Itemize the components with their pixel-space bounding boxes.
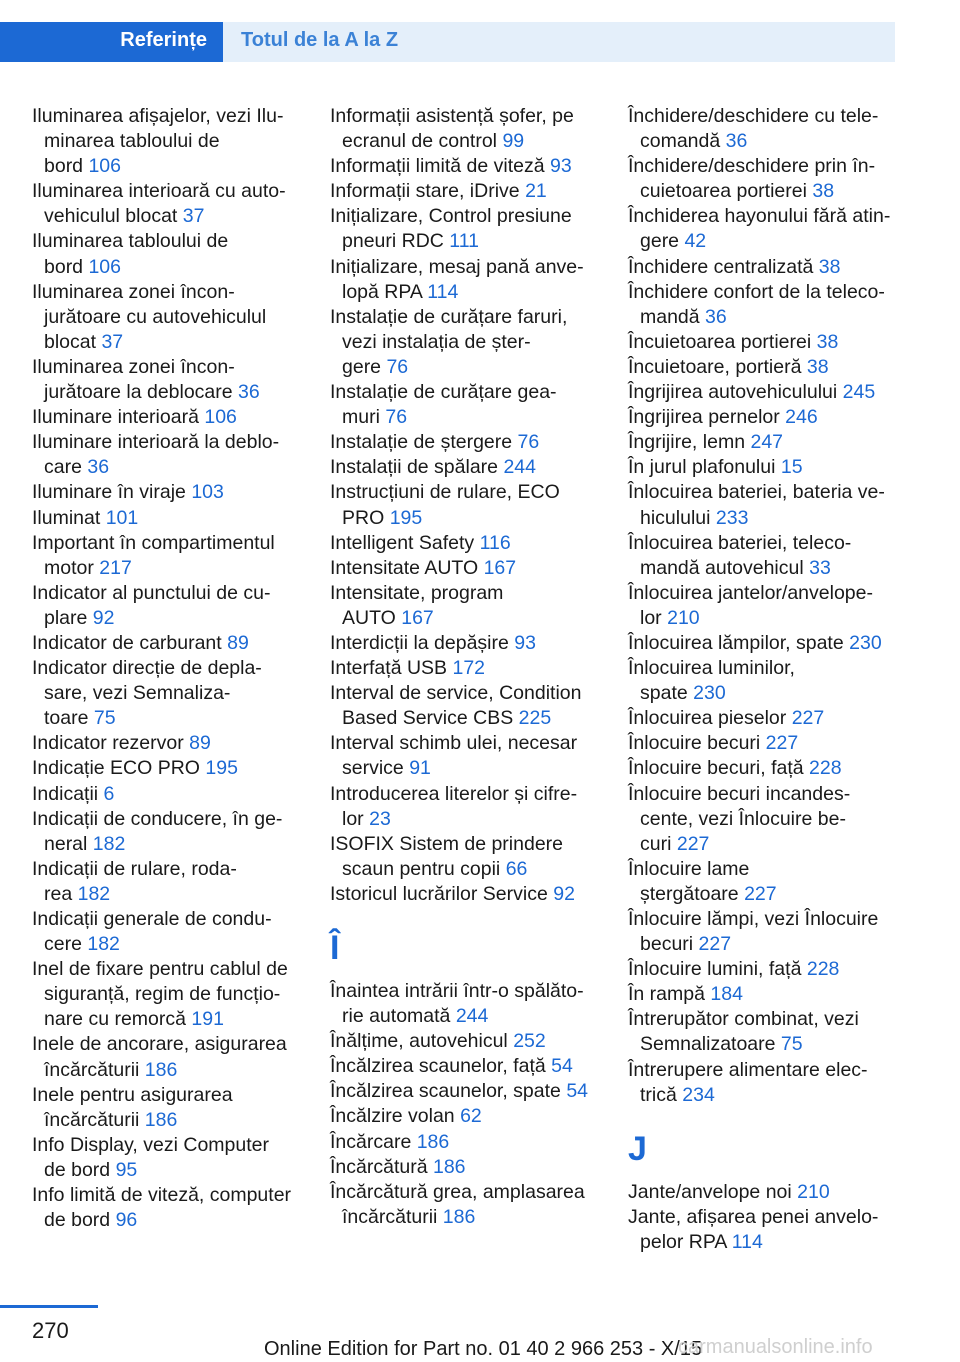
- index-entry: [32, 782, 302, 807]
- page-reference-link[interactable]: 37: [101, 330, 124, 353]
- index-entry-text: Iluminarea zonei încon- jurătoare cu autovehiculul blocat: [32, 280, 267, 353]
- page-reference-link[interactable]: 36: [87, 456, 110, 479]
- page-reference-link[interactable]: 6: [103, 782, 115, 805]
- page-reference-link[interactable]: 76: [517, 431, 540, 454]
- index-entry-text: Înlocuirea lămpilor, spate: [628, 631, 850, 654]
- index-entry-text: Îngrijirea pernelor: [628, 406, 786, 429]
- page-reference-link[interactable]: 186: [442, 1205, 476, 1228]
- index-entry: [32, 229, 302, 279]
- index-column-3: [628, 104, 898, 1255]
- index-entry: [628, 104, 898, 154]
- page-reference-link[interactable]: 227: [765, 732, 799, 755]
- index-entry: [628, 280, 898, 330]
- index-entry: [628, 581, 898, 631]
- index-entry-text: Iluminarea tabloului de bord: [32, 230, 229, 278]
- index-entry: [32, 430, 302, 480]
- index-entry-text: Închiderea hayonului fără atin- gere: [628, 205, 891, 253]
- index-entry-text: Iluminare interioară la deblo- care: [32, 431, 280, 479]
- index-entry-text: Înaintea intrării într-o spălăto- rie automată: [330, 980, 584, 1028]
- page-reference-link[interactable]: 244: [455, 1005, 489, 1028]
- index-entry: [32, 731, 302, 756]
- index-entry: [32, 957, 302, 1032]
- index-entry: [330, 556, 600, 581]
- page-reference-link[interactable]: 54: [551, 1055, 573, 1078]
- index-entry: [32, 756, 302, 781]
- index-entry: [628, 706, 898, 731]
- watermark: carmanualsonline.info: [678, 1336, 873, 1358]
- index-entry: [32, 506, 302, 531]
- index-entry-text: Inițializare, Control presiune pneuri RDC: [330, 205, 572, 253]
- index-entry-text: Jante/anvelope noi: [628, 1180, 798, 1203]
- index-entry-text: Închidere confort de la teleco- mandă: [628, 280, 885, 328]
- index-entry: [330, 480, 600, 530]
- page-reference-link[interactable]: 66: [505, 857, 528, 880]
- page-reference-link[interactable]: 38: [816, 330, 839, 353]
- index-entry: [330, 430, 600, 455]
- page-reference-link[interactable]: 23: [369, 807, 391, 830]
- index-entry: [330, 1130, 600, 1155]
- index-entry: [330, 531, 600, 556]
- index-entry-text: Info limită de viteză, computer de bord: [32, 1184, 292, 1232]
- page-reference-link[interactable]: 106: [88, 255, 121, 278]
- page-reference-link[interactable]: 62: [460, 1105, 482, 1128]
- index-entry: [628, 631, 898, 656]
- index-entry-text: Înlocuire lame ștergătoare: [628, 857, 750, 905]
- page-reference-link[interactable]: 91: [409, 757, 431, 780]
- index-entry-text: Întrerupător combinat, vezi Semnalizatoare: [628, 1008, 859, 1056]
- index-entry: [628, 380, 898, 405]
- index-entry-text: Încuietoarea portierei: [628, 330, 817, 353]
- page-reference-link[interactable]: 244: [503, 456, 536, 479]
- index-entry: [628, 782, 898, 857]
- section-tab: [0, 22, 223, 62]
- subsection-tab: [223, 22, 895, 62]
- index-entry-text: Inele pentru asigurarea încărcăturii: [32, 1083, 233, 1131]
- index-entry-text: Instalație de ștergere: [330, 431, 518, 454]
- index-entry-text: Iluminarea afișajelor, vezi Ilu- minarea tabloului de bord: [32, 105, 284, 178]
- index-letter-heading: J: [628, 1129, 647, 1168]
- index-entry-text: Jante, afișarea penei anvelo- pelor RPA: [628, 1205, 879, 1253]
- index-entry-text: Iluminat: [32, 506, 106, 529]
- index-entry: [628, 355, 898, 380]
- index-entry-text: Instalație de curățare gea- muri: [330, 381, 557, 429]
- index-entry-text: Indicații: [32, 782, 104, 805]
- index-entry: [32, 104, 302, 179]
- page-reference-link[interactable]: 38: [806, 355, 829, 378]
- index-entry: [32, 355, 302, 405]
- page-reference-link[interactable]: 182: [87, 933, 120, 956]
- section-title: Referințe: [120, 29, 207, 51]
- index-entry: [330, 631, 600, 656]
- index-entry: [32, 656, 302, 731]
- index-entry: [32, 480, 302, 505]
- index-entry-text: Indicator rezervor: [32, 732, 190, 755]
- page-reference-link[interactable]: 103: [191, 481, 224, 504]
- page-reference-link[interactable]: 89: [227, 631, 249, 654]
- page-reference-link[interactable]: 111: [449, 230, 479, 253]
- page-reference-link[interactable]: 95: [115, 1158, 138, 1181]
- page-reference-link[interactable]: 33: [809, 556, 831, 579]
- index-entry: [330, 1155, 600, 1180]
- index-entry-text: Înlocuirea jantelor/anvelope- lor: [628, 581, 873, 629]
- page-reference-link[interactable]: 93: [550, 155, 572, 178]
- page-reference-link[interactable]: 217: [99, 556, 132, 579]
- index-entry: [628, 255, 898, 280]
- index-entry-text: Indicator direcție de depla- sare, vezi Semnaliza- toare: [32, 657, 262, 730]
- page-reference-link[interactable]: 230: [849, 631, 882, 654]
- page-header: [0, 0, 960, 62]
- index-entry-text: Înlocuirea bateriei, teleco- mandă autovehicul: [628, 531, 852, 579]
- page-reference-link[interactable]: 37: [182, 205, 205, 228]
- index-entry-text: ISOFIX Sistem de prindere scaun pentru copii: [330, 832, 564, 880]
- index-entry-text: Indicații de rulare, roda- rea: [32, 857, 237, 905]
- index-entry: [628, 204, 898, 254]
- page-reference-link[interactable]: 167: [483, 556, 517, 579]
- index-entry-text: Înlocuirea bateriei, bateria ve- hiculului: [628, 481, 885, 529]
- index-entry-text: În rampă: [628, 983, 711, 1006]
- index-entry-text: Indicații generale de condu- cere: [32, 908, 272, 956]
- page-reference-link[interactable]: 36: [238, 381, 260, 404]
- index-entry: [628, 1205, 898, 1255]
- page-reference-link[interactable]: 92: [92, 606, 115, 629]
- index-entry: [330, 1079, 600, 1104]
- index-entry: [628, 731, 898, 756]
- index-entry: [32, 807, 302, 857]
- index-entry: [330, 305, 600, 380]
- index-entry-text: Încălzirea scaunelor, față: [330, 1055, 552, 1078]
- subsection-title: Totul de la A la Z: [241, 29, 399, 51]
- index-entry: [330, 104, 600, 154]
- index-entry-text: Instalație de curățare faruri, vezi instalația de șter- gere: [330, 305, 568, 378]
- page-reference-link[interactable]: 21: [525, 180, 547, 203]
- page-reference-link[interactable]: 36: [725, 130, 748, 153]
- page-reference-link[interactable]: 230: [693, 682, 726, 705]
- page-reference-link[interactable]: 75: [93, 707, 116, 730]
- page-reference-link[interactable]: 233: [715, 506, 749, 529]
- index-entry-text: Îngrijire, lemn: [628, 431, 751, 454]
- index-entry-text: Indicație ECO PRO: [32, 757, 206, 780]
- index-entry-text: Introducerea literelor și cifre- lor: [330, 782, 578, 830]
- page-reference-link[interactable]: 186: [432, 1155, 466, 1178]
- page-reference-link[interactable]: 195: [389, 506, 423, 529]
- page-reference-link[interactable]: 182: [77, 882, 111, 905]
- page-reference-link[interactable]: 36: [705, 305, 727, 328]
- index-entry: [330, 782, 600, 832]
- index-entry-text: Încălzirea scaunelor, spate: [330, 1080, 567, 1103]
- page-reference-link[interactable]: 93: [514, 631, 536, 654]
- index-entry-text: Iluminarea interioară cu auto- vehiculul blocat: [32, 180, 286, 228]
- page-reference-link[interactable]: 54: [566, 1080, 589, 1103]
- index-entry: [330, 179, 600, 204]
- index-entry: [628, 430, 898, 455]
- index-entry: [628, 330, 898, 355]
- index-entry-text: Indicator al punctului de cu- plare: [32, 581, 271, 629]
- index-entry-text: Interval schimb ulei, necesar service: [330, 732, 578, 780]
- index-entry: [330, 255, 600, 305]
- page-reference-link[interactable]: 227: [744, 882, 777, 905]
- index-entry-text: Indicații de conducere, în ge- neral: [32, 807, 283, 855]
- index-entry: [628, 656, 898, 706]
- index-letter-heading: Î: [330, 929, 340, 967]
- index-entry: [628, 1180, 898, 1205]
- index-entry: [628, 154, 898, 204]
- page-reference-link[interactable]: 42: [684, 230, 707, 253]
- index-entry-text: Înlocuire lămpi, vezi Înlocuire becuri: [628, 908, 879, 956]
- index-entry: [628, 982, 898, 1007]
- index-entry: [628, 1058, 898, 1108]
- page-reference-link[interactable]: 76: [386, 355, 409, 378]
- index-entry: [330, 1104, 600, 1129]
- page-reference-link[interactable]: 172: [452, 657, 486, 680]
- index-entry: [628, 1007, 898, 1057]
- page-reference-link[interactable]: 92: [553, 882, 575, 905]
- index-entry: [330, 979, 600, 1029]
- index-entry-text: Informații limită de viteză: [330, 155, 550, 178]
- index-entry: [628, 857, 898, 907]
- index-entry-text: Încărcătură: [330, 1155, 433, 1178]
- index-entry-text: Iluminare în viraje: [32, 481, 192, 504]
- index-entry-text: Instalații de spălare: [330, 456, 504, 479]
- page-reference-link[interactable]: 186: [144, 1058, 178, 1081]
- index-entry-text: Încălzire volan: [330, 1105, 461, 1128]
- index-entry: [628, 455, 898, 480]
- index-entry: [628, 480, 898, 530]
- index-entry-text: Interfață USB: [330, 657, 453, 680]
- edition-text: Online Edition for Part no. 01 40 2 966 253 - X/15: [264, 1338, 703, 1360]
- index-entry: [32, 581, 302, 631]
- index-entry-text: Înlocuire lumini, față: [628, 958, 807, 981]
- index-entry-text: Important în compartimentul motor: [32, 531, 275, 579]
- index-entry-text: Intensitate, program AUTO: [330, 581, 504, 629]
- page-reference-link[interactable]: 114: [731, 1230, 763, 1253]
- index-entry-text: Info Display, vezi Computer de bord: [32, 1133, 269, 1181]
- page-reference-link[interactable]: 167: [401, 606, 434, 629]
- index-entry-text: Înlocuire becuri: [628, 732, 766, 755]
- index-entry: [32, 405, 302, 430]
- page-reference-link[interactable]: 96: [115, 1209, 138, 1232]
- page-reference-link[interactable]: 38: [812, 180, 835, 203]
- page-reference-link[interactable]: 247: [750, 431, 784, 454]
- index-entry: [330, 154, 600, 179]
- page-reference-link[interactable]: 186: [144, 1108, 178, 1131]
- index-entry: [330, 882, 600, 907]
- page-reference-link[interactable]: 210: [797, 1180, 830, 1203]
- page-reference-link[interactable]: 114: [427, 280, 459, 303]
- index-entry: [628, 756, 898, 781]
- index-entry-text: Înlocuire becuri, față: [628, 757, 810, 780]
- index-entry: [32, 1183, 302, 1233]
- index-entry: [330, 1054, 600, 1079]
- index-entry-text: Inițializare, mesaj pană anve- lopă RPA: [330, 255, 584, 303]
- index-entry-text: Înlocuirea pieselor: [628, 707, 792, 730]
- index-entry-text: Intelligent Safety: [330, 531, 480, 554]
- index-entry-text: Înlocuire becuri incandes- cente, vezi Înlocuire be- curi: [628, 782, 851, 855]
- index-entry-text: Încărcare: [330, 1130, 417, 1153]
- index-entry-text: Închidere/deschidere prin în- cuietoarea portierei: [628, 155, 876, 203]
- index-entry: [32, 179, 302, 229]
- page-reference-link[interactable]: 75: [780, 1033, 803, 1056]
- page-reference-link[interactable]: 184: [710, 983, 743, 1006]
- index-entry: [330, 656, 600, 681]
- index-entry: [330, 681, 600, 731]
- index-entry: [32, 1083, 302, 1133]
- index-entry: [330, 581, 600, 631]
- page-reference-link[interactable]: 228: [806, 958, 840, 981]
- index-entry: [32, 280, 302, 355]
- index-entry-text: Închidere/deschidere cu tele- comandă: [628, 105, 879, 153]
- index-entry: [330, 1029, 600, 1054]
- index-entry-text: Îngrijirea autovehiculului: [628, 381, 843, 404]
- page-reference-link[interactable]: 15: [780, 456, 803, 479]
- index-entry-text: Interdicții la depășire: [330, 631, 515, 654]
- page-reference-link[interactable]: 227: [791, 707, 825, 730]
- index-entry-text: Istoricul lucrărilor Service: [330, 882, 554, 905]
- page-reference-link[interactable]: 106: [204, 406, 237, 429]
- page-reference-link[interactable]: 38: [818, 255, 841, 278]
- page-reference-link[interactable]: 225: [518, 707, 552, 730]
- index-entry: [330, 455, 600, 480]
- page-reference-link[interactable]: 76: [385, 406, 408, 429]
- index-entry-text: Înălțime, autovehicul: [330, 1030, 514, 1053]
- index-column-1: [32, 104, 302, 1233]
- page-reference-link[interactable]: 210: [667, 606, 700, 629]
- index-entry: [32, 857, 302, 907]
- index-entry-text: Încuietoare, portieră: [628, 355, 807, 378]
- page-reference-link[interactable]: 195: [205, 757, 238, 780]
- page-reference-link[interactable]: 246: [785, 406, 818, 429]
- page-reference-link[interactable]: 99: [502, 130, 525, 153]
- index-entry: [628, 405, 898, 430]
- page-reference-link[interactable]: 227: [676, 832, 710, 855]
- index-entry-text: Întrerupere alimentare elec- trică: [628, 1058, 868, 1106]
- index-entry-text: Informații stare, iDrive: [330, 180, 526, 203]
- page-reference-link[interactable]: 191: [191, 1008, 224, 1031]
- page-reference-link[interactable]: 116: [479, 531, 511, 554]
- page-reference-link[interactable]: 106: [88, 155, 121, 178]
- page-reference-link[interactable]: 186: [416, 1130, 450, 1153]
- index-entry: [32, 631, 302, 656]
- index-entry: [330, 380, 600, 430]
- index-entry: [330, 1180, 600, 1230]
- page-reference-link[interactable]: 252: [513, 1030, 546, 1053]
- index-entry-text: Interval de service, Condition Based Service CBS: [330, 682, 582, 730]
- page-reference-link[interactable]: 245: [842, 381, 876, 404]
- page-number: 270: [32, 1318, 69, 1343]
- index-entry: [32, 1032, 302, 1082]
- index-entry: [32, 531, 302, 581]
- index-entry-text: Instrucțiuni de rulare, ECO PRO: [330, 481, 560, 529]
- index-entry: [330, 731, 600, 781]
- index-entry-text: Informații asistență șofer, pe ecranul de control: [330, 105, 574, 153]
- index-entry-text: Inele de ancorare, asigurarea încărcăturii: [32, 1033, 287, 1081]
- footer-rule: [0, 1305, 98, 1308]
- index-entry-text: Indicator de carburant: [32, 631, 228, 654]
- index-entry: [330, 832, 600, 882]
- index-entry: [628, 907, 898, 957]
- page-reference-link[interactable]: 234: [682, 1083, 715, 1106]
- index-entry-text: Intensitate AUTO: [330, 556, 484, 579]
- index-entry: [628, 957, 898, 982]
- page-reference-link[interactable]: 228: [809, 757, 842, 780]
- index-entry-text: Inel de fixare pentru cablul de siguranță, regim de funcțio- nare cu remorcă: [32, 958, 288, 1031]
- index-entry-text: Iluminarea zonei încon- jurătoare la deblocare: [32, 355, 235, 404]
- page-reference-link[interactable]: 227: [698, 933, 732, 956]
- index-entry: [32, 1133, 302, 1183]
- index-entry-text: În jurul plafonului: [628, 456, 781, 479]
- index-entry-text: Iluminare interioară: [32, 406, 205, 429]
- page-reference-link[interactable]: 101: [105, 506, 139, 529]
- index-entry: [32, 907, 302, 957]
- index-entry-text: Înlocuirea luminilor, spate: [628, 657, 795, 705]
- index-entry-text: Încărcătură grea, amplasarea încărcăturii: [330, 1180, 585, 1228]
- index-entry-text: Închidere centralizată: [628, 255, 819, 278]
- index-entry: [628, 531, 898, 581]
- page-reference-link[interactable]: 182: [92, 832, 126, 855]
- index-entry: [330, 204, 600, 254]
- page-reference-link[interactable]: 89: [189, 732, 211, 755]
- index-column-2: [330, 104, 600, 1230]
